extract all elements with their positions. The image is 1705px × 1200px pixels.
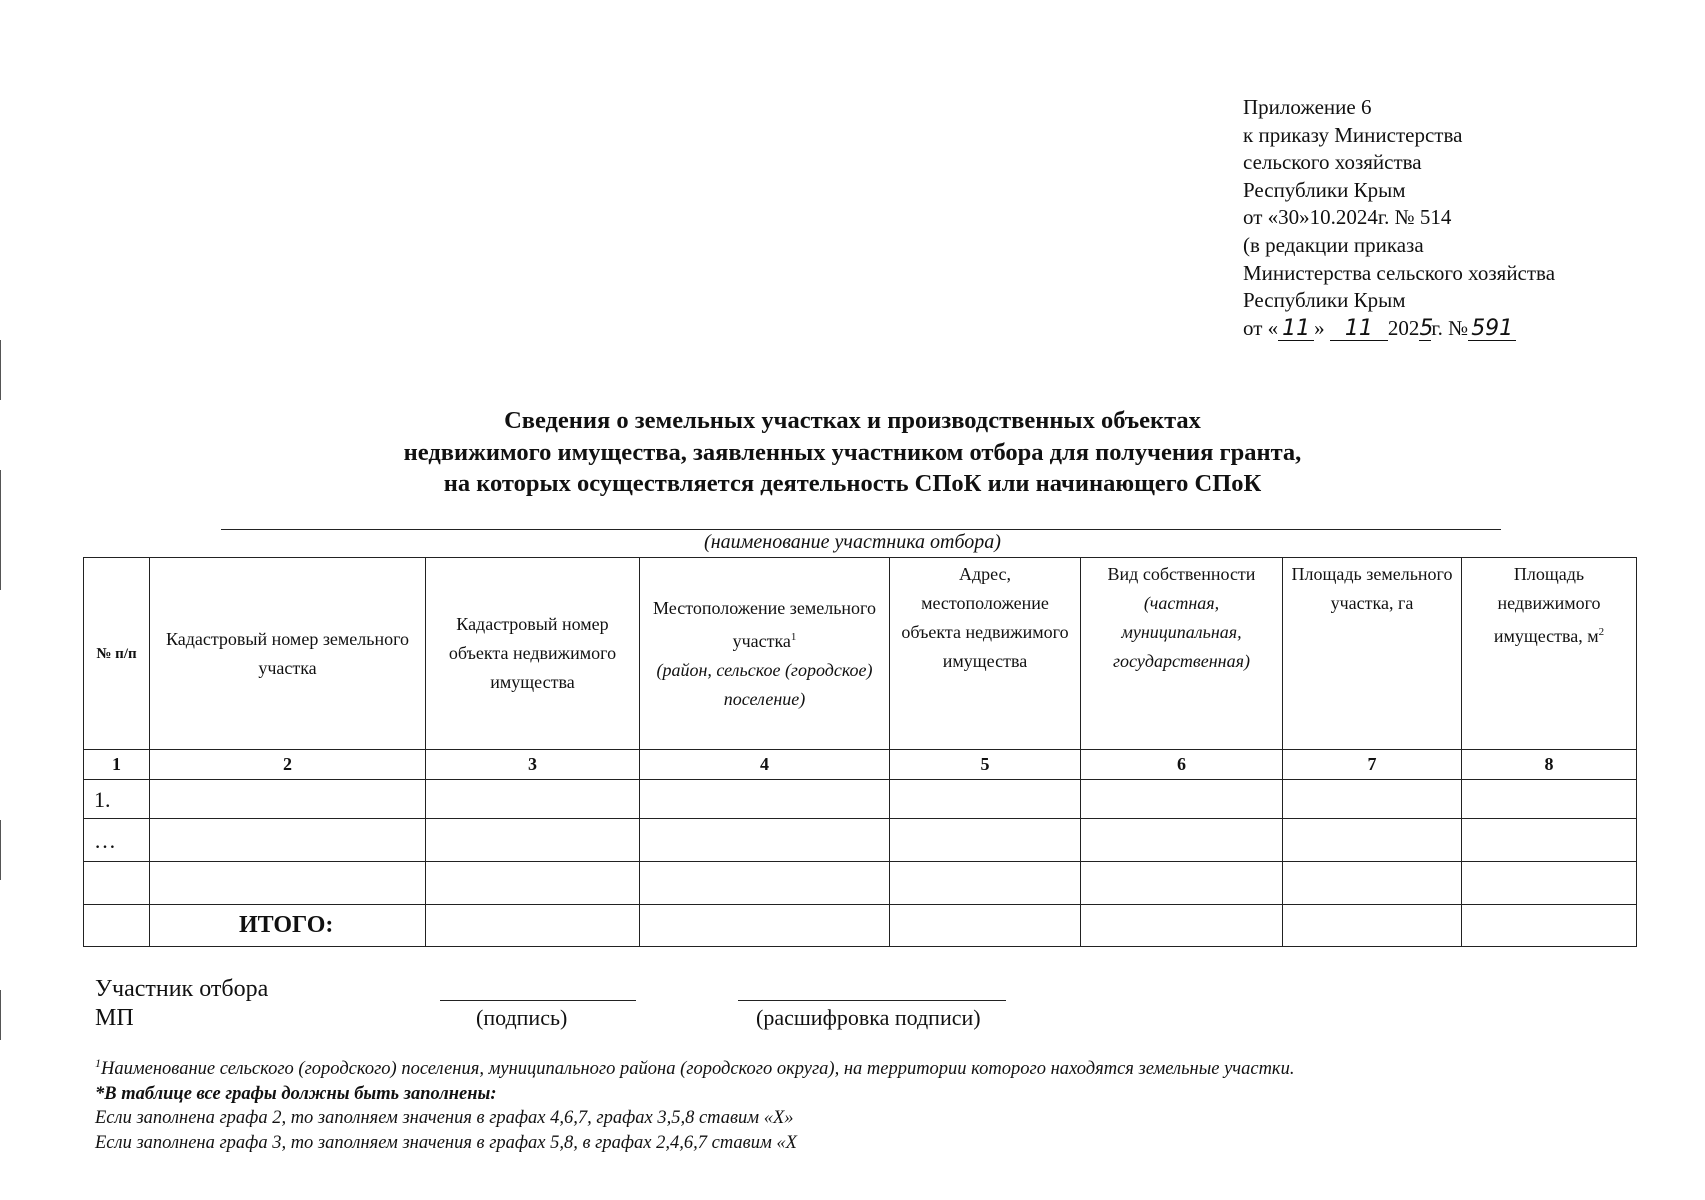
table-cell[interactable] xyxy=(426,780,640,819)
table-cell[interactable] xyxy=(150,780,426,819)
header-cell: Местоположение земельного участка$^1$ (район, сельское (городское) поселение) xyxy=(640,558,890,750)
header-cell: Кадастровый номер земельного участка xyxy=(150,558,426,750)
table-cell[interactable] xyxy=(1081,819,1283,862)
table-cell xyxy=(84,905,150,947)
participant-label: Участник отбора xyxy=(95,976,269,1002)
column-numbers-row xyxy=(84,750,1637,780)
table-cell[interactable] xyxy=(150,819,426,862)
appendix-line: Приложение 6 xyxy=(1243,95,1372,119)
column-number: 4 xyxy=(640,750,890,780)
column-number: 6 xyxy=(1081,750,1283,780)
column-number: 3 xyxy=(426,750,640,780)
appendix-line: Республики Крым xyxy=(1243,177,1406,202)
total-row xyxy=(84,905,1637,947)
appendix-date-line: от « 11 » 11 2025г. № 591 xyxy=(1243,315,1555,343)
scan-edge-mark xyxy=(0,820,1,880)
footnote-3: Если заполнена графа 2, то заполняем значения в графах 4,6,7, графах 3,5,8 ставим «Х» xyxy=(95,1108,794,1129)
total-label: ИТОГО: xyxy=(150,905,426,947)
table-cell[interactable] xyxy=(1283,780,1462,819)
footnote-1: $^1$Наименование сельского (городского) поселения, муниципального района (городского округа), на территории которого находятся земельные участки. xyxy=(95,1056,1295,1080)
appendix-line: от «30»10.2024г. № 514 xyxy=(1243,205,1452,230)
handwritten-day: 11 xyxy=(1278,318,1314,341)
column-number: 8 xyxy=(1462,750,1637,780)
appendix-line: Министерства сельского хозяйства xyxy=(1243,260,1556,285)
table-cell[interactable] xyxy=(1081,780,1283,819)
signature-decode-caption: (расшифровка подписи) xyxy=(756,1005,981,1030)
title-line-3: на которых осуществляется деятельность СПоК или начинающего СПоК xyxy=(443,470,1262,497)
footnote-2: *В таблице все графы должны быть заполнены: xyxy=(95,1083,497,1104)
row-label xyxy=(84,862,150,905)
handwritten-order-number: 591 xyxy=(1468,318,1516,341)
appendix-line: к приказу Министерства xyxy=(1243,122,1463,147)
appendix-block xyxy=(1243,94,1555,342)
signature-decode-line xyxy=(738,1000,1006,1001)
table-cell[interactable] xyxy=(426,905,640,947)
table-row xyxy=(84,780,1637,819)
appendix-line: (в редакции приказа xyxy=(1243,232,1424,257)
table-cell[interactable] xyxy=(890,780,1081,819)
header-cell: Адрес, местоположение объекта недвижимого имущества xyxy=(890,558,1081,750)
document-title xyxy=(0,405,1705,500)
table-cell[interactable] xyxy=(640,780,890,819)
table-cell[interactable] xyxy=(1283,819,1462,862)
table-row xyxy=(84,819,1637,862)
header-cell: Вид собственности (частная, муниципальная, государственная) xyxy=(1081,558,1283,750)
column-number: 2 xyxy=(150,750,426,780)
table-cell[interactable] xyxy=(890,819,1081,862)
appendix-line: сельского хозяйства xyxy=(1243,150,1422,175)
table-cell[interactable] xyxy=(1283,862,1462,905)
table-row xyxy=(84,862,1637,905)
appendix-line: Республики Крым xyxy=(1243,288,1406,313)
row-label: … xyxy=(84,819,150,862)
participant-name-caption: (наименование участника отбора) xyxy=(704,531,1001,553)
footnote-4: Если заполнена графа 3, то заполняем значения в графах 5,8, в графах 2,4,6,7 ставим «Х xyxy=(95,1132,797,1153)
header-cell: Площадь недвижимого имущества, $м^2$ xyxy=(1462,558,1637,750)
table-cell[interactable] xyxy=(640,819,890,862)
table-cell[interactable] xyxy=(640,905,890,947)
table-cell[interactable] xyxy=(1462,862,1637,905)
header-cell: Кадастровый номер объекта недвижимого имущества xyxy=(426,558,640,750)
table-cell[interactable] xyxy=(1283,905,1462,947)
table-cell[interactable] xyxy=(1462,780,1637,819)
table-cell[interactable] xyxy=(150,862,426,905)
signature-caption: (подпись) xyxy=(476,1005,568,1030)
table-cell[interactable] xyxy=(1462,905,1637,947)
column-number: 1 xyxy=(84,750,150,780)
handwritten-year-digit: 5 xyxy=(1419,315,1434,341)
table-cell[interactable] xyxy=(1081,862,1283,905)
stamp-label: МП xyxy=(95,1005,134,1031)
handwritten-month: 11 xyxy=(1330,318,1388,341)
header-cell: Площадь земельного участка, га xyxy=(1283,558,1462,750)
land-plots-table xyxy=(83,557,1637,947)
column-number: 7 xyxy=(1283,750,1462,780)
table-cell[interactable] xyxy=(640,862,890,905)
table-cell[interactable] xyxy=(890,862,1081,905)
table-cell[interactable] xyxy=(426,819,640,862)
title-line-1: Сведения о земельных участках и производственных объектах xyxy=(504,407,1201,434)
column-number: 5 xyxy=(890,750,1081,780)
table-cell[interactable] xyxy=(426,862,640,905)
scan-edge-mark xyxy=(0,990,1,1040)
footnotes xyxy=(95,1051,1294,1155)
table-header-row xyxy=(84,558,1637,750)
table-cell[interactable] xyxy=(890,905,1081,947)
row-label: 1. xyxy=(84,780,150,819)
table-cell[interactable] xyxy=(1462,819,1637,862)
header-cell: № п/п xyxy=(84,558,150,750)
scan-edge-mark xyxy=(0,340,1,400)
title-line-2: недвижимого имущества, заявленных участником отбора для получения гранта, xyxy=(403,438,1302,466)
table-cell[interactable] xyxy=(1081,905,1283,947)
signature-line xyxy=(440,1000,636,1001)
